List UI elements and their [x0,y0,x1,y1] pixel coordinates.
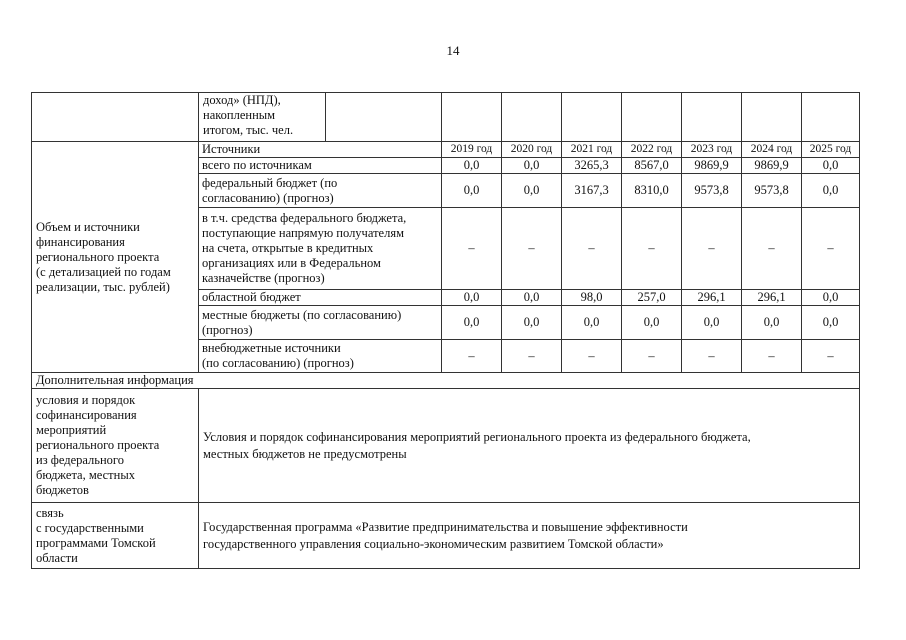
finance-value: 98,0 [562,290,622,306]
finance-value: – [562,208,622,290]
finance-row-label: областной бюджет [199,290,442,306]
finance-value: – [742,340,802,373]
finance-value: 9573,8 [682,174,742,208]
indicator-text: доход» (НПД), накопленным итогом, тыс. чел. [199,93,326,142]
year-header: 2019 год [442,142,502,158]
finance-value: 8567,0 [622,158,682,174]
empty-cell [502,93,562,142]
finance-value: 8310,0 [622,174,682,208]
finance-value: – [442,208,502,290]
cofinancing-label: условия и порядок софинансирования мероприятий регионального проекта из федерального бюджета, местных бюджетов [32,389,199,503]
empty-cell [442,93,502,142]
finance-row-label: всего по источникам [199,158,442,174]
cofinancing-text: Условия и порядок софинансирования мероприятий регионального проекта из федерального бюджета, местных бюджетов не предусмотрены [199,389,860,503]
finance-value: 0,0 [742,306,802,340]
finance-section-label: Объем и источники финансирования регионального проекта (с детализацией по годам реализации, тыс. рублей) [32,142,199,373]
finance-value: 0,0 [802,158,860,174]
finance-value: 0,0 [802,306,860,340]
sources-header: Источники [199,142,442,158]
year-header: 2021 год [562,142,622,158]
finance-value: 0,0 [682,306,742,340]
finance-value: – [682,208,742,290]
finance-value: 296,1 [682,290,742,306]
finance-value: – [742,208,802,290]
finance-row-label: местные бюджеты (по согласованию) (прогноз) [199,306,442,340]
programs-text: Государственная программа «Развитие предпринимательства и повышение эффективности государственного управления социально-экономическим развитием Томской области» [199,503,860,569]
finance-value: – [562,340,622,373]
cofinancing-row [32,389,860,503]
finance-value: 9869,9 [742,158,802,174]
empty-cell [682,93,742,142]
finance-value: – [802,340,860,373]
finance-value: – [682,340,742,373]
project-passport-table [31,92,860,569]
finance-value: 3265,3 [562,158,622,174]
year-header: 2024 год [742,142,802,158]
finance-value: 9869,9 [682,158,742,174]
finance-value: 0,0 [562,306,622,340]
finance-value: 257,0 [622,290,682,306]
empty-cell [802,93,860,142]
finance-header-row [32,142,860,158]
finance-value: 296,1 [742,290,802,306]
programs-row [32,503,860,569]
empty-cell [622,93,682,142]
finance-value: 0,0 [502,290,562,306]
finance-value: – [622,340,682,373]
year-header: 2023 год [682,142,742,158]
finance-row-label: в т.ч. средства федерального бюджета, поступающие напрямую получателям на счета, открытые в кредитных организациях или в Федеральном казначействе (прогноз) [199,208,442,290]
finance-value: 0,0 [622,306,682,340]
continuation-row [32,93,860,142]
year-header: 2025 год [802,142,860,158]
empty-cell [562,93,622,142]
finance-value: 0,0 [502,306,562,340]
finance-value: 0,0 [802,174,860,208]
finance-value: 9573,8 [742,174,802,208]
finance-value: – [802,208,860,290]
additional-info-row [32,373,860,389]
finance-value: – [442,340,502,373]
finance-value: 0,0 [442,290,502,306]
finance-value: 0,0 [802,290,860,306]
year-header: 2022 год [622,142,682,158]
finance-row-label: внебюджетные источники (по согласованию) (прогноз) [199,340,442,373]
programs-label: связь с государственными программами Томской области [32,503,199,569]
year-header: 2020 год [502,142,562,158]
finance-row-label: федеральный бюджет (по согласованию) (прогноз) [199,174,442,208]
page-number: 14 [446,43,460,58]
finance-value: 0,0 [502,158,562,174]
finance-value: 0,0 [442,158,502,174]
empty-cell [326,93,442,142]
finance-value: – [502,340,562,373]
finance-value: 0,0 [442,174,502,208]
empty-cell [742,93,802,142]
empty-cell [32,93,199,142]
finance-value: – [502,208,562,290]
finance-value: 0,0 [442,306,502,340]
finance-value: – [622,208,682,290]
finance-value: 0,0 [502,174,562,208]
finance-value: 3167,3 [562,174,622,208]
additional-info-heading: Дополнительная информация [32,373,860,389]
